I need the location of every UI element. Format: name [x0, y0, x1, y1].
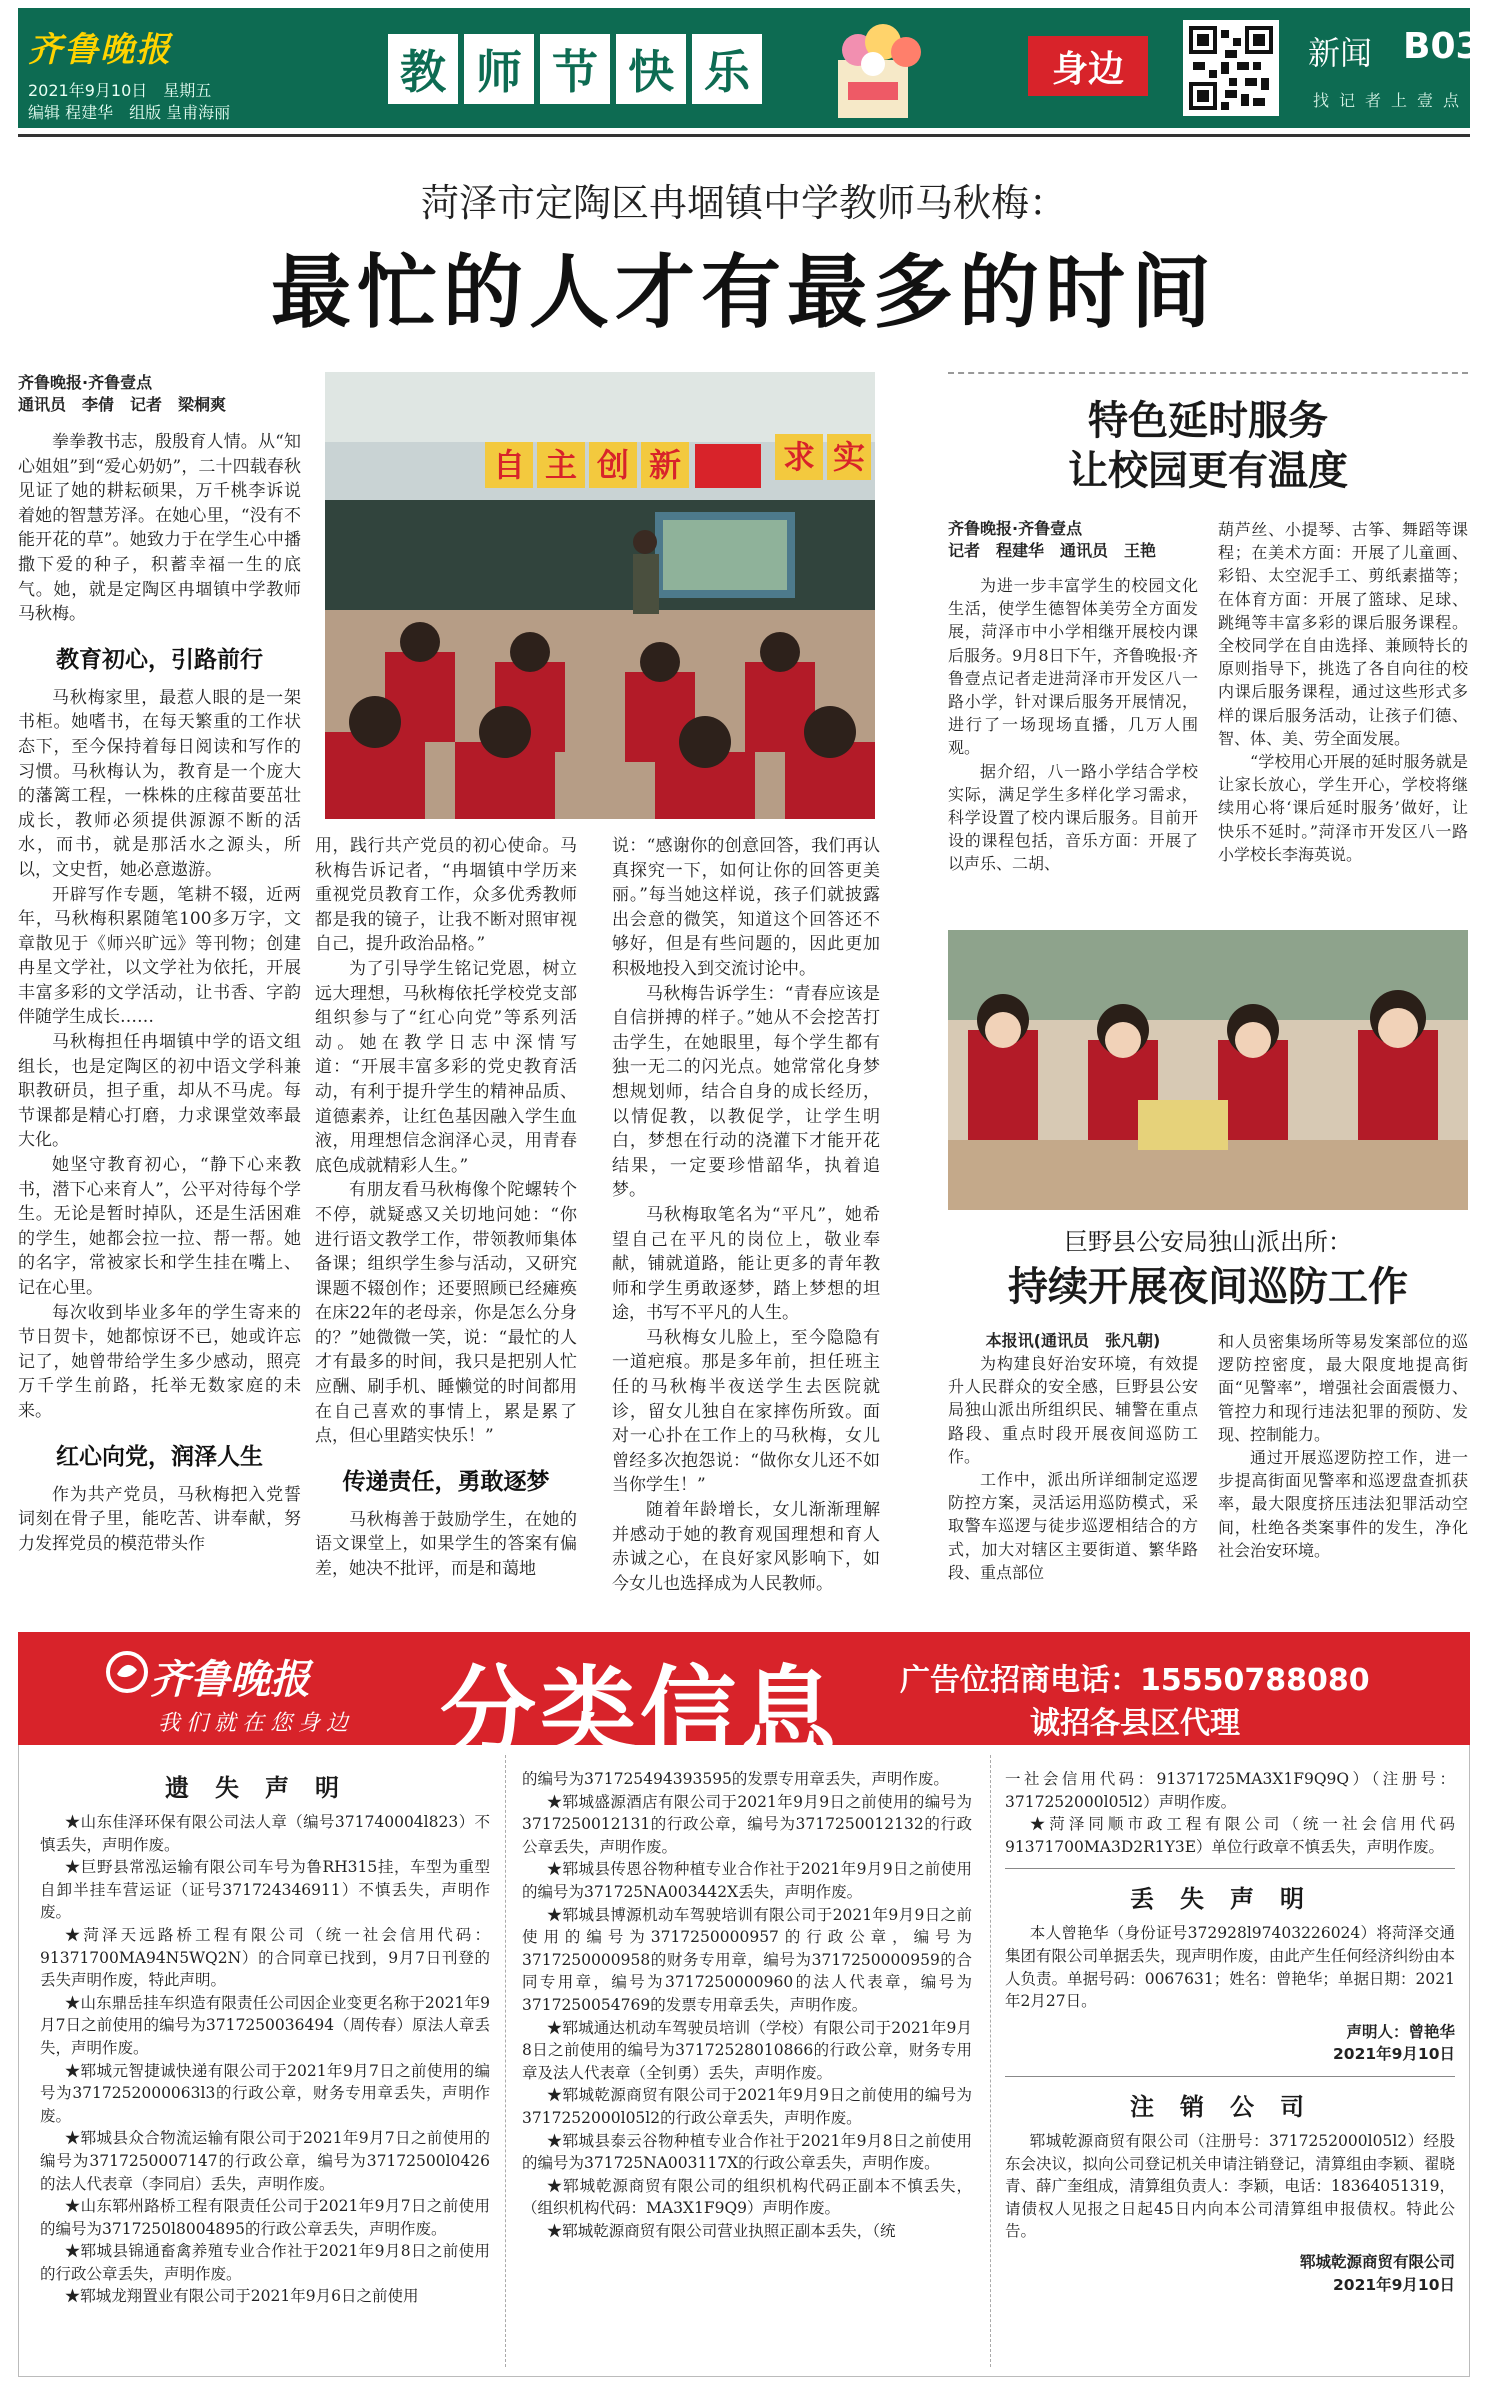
side-divider	[948, 372, 1468, 374]
notice-item: ★郓城盛源酒店有限公司于2021年9月9日之前使用的编号为3717250012131的行政公章，编号为3717250012132的行政公章丢失，声明作废。	[522, 1792, 972, 1856]
paragraph: 开辟写作专题，笔耕不辍，近两年，马秋梅积累随笔100多万字，文章散见于《师兴旷远》等刊物；创建冉星文学社，以文学社为依托，开展丰富多彩的文学活动，让书香、字韵伴随学生成长……	[18, 884, 301, 1028]
teachers-day-banner	[388, 26, 762, 112]
article-source: 齐鲁晚报·齐鲁壹点	[948, 519, 1083, 538]
notice-body: 本人曾艳华（身份证号372928l97403226024）将菏泽交通集团有限公司单据丢失，现声明作废，由此产生任何经济纠纷由本人负责。单据号码：0067631；姓名：曾艳华；单据日期：2021年2月27日。	[1005, 1924, 1455, 2011]
side-article-headline	[948, 396, 1468, 496]
paragraph: 马秋梅女儿脸上，至今隐隐有一道疤痕。那是多年前，担任班主任的马秋梅半夜送学生去医院就诊，留女儿独自在家摔伤所致。面对一心扑在工作上的马秋梅，女儿曾经多次抱怨说：“做你女儿还不如当你学生！”	[612, 1327, 880, 1496]
paragraph: 和人员密集场所等易发案部位的巡逻防控密度，最大限度地提高街面“见警率”，增强社会面震慑力、管控力和现行违法犯罪的预防、发现、控制能力。	[1218, 1332, 1468, 1444]
paragraph: 她坚守教育初心，“静下心来教书，潜下心来育人”，公平对待每个学生。无论是暂时掉队，还是生活困难的学生，她都会拉一拉、帮一帮。她的名字，常被家长和学生挂在嘴上、记在心里。	[18, 1155, 301, 1298]
paragraph: 为构建良好治安环境，有效提升人民群众的安全感，巨野县公安局独山派出所组织民、辅警在重点路段、重点时段开展夜间巡防工作。	[948, 1354, 1198, 1466]
notice-item: ★郓城乾源商贸有限公司营业执照正副本丢失，（统	[546, 2221, 896, 2240]
section-subhead: 传递责任，勇敢逐梦	[342, 1468, 550, 1495]
students-photo	[948, 930, 1468, 1210]
paragraph: 为进一步丰富学生的校园文化生活，使学生德智体美劳全方面发展，菏泽市中小学相继开展校内课后服务。9月8日下午，齐鲁晚报·齐鲁壹点记者走进菏泽市开发区八一路小学，针对课后服务开展情况，进行了一场现场直播，几万人围观。	[948, 576, 1198, 758]
paragraph: 作为共产党员，马秋梅把入党誓词刻在骨子里，能吃苦、讲奉献，努力发挥党员的模范带头作	[18, 1484, 301, 1554]
notice-item: ★郓城县锦通畜禽养殖专业合作社于2021年9月8日之前使用的行政公章丢失，声明作废。	[40, 2242, 490, 2283]
classified-column-1	[40, 1768, 490, 2308]
article-source: 齐鲁晚报·齐鲁壹点	[18, 373, 153, 392]
notice-item: ★郓城乾源商贸有限公司于2021年9月9日之前使用的编号为3717252000l05l2的行政公章丢失，声明作废。	[522, 2086, 972, 2127]
notice-item: ★郓城县泰云谷物种植专业合作社于2021年9月8日之前使用的编号为371725NA003117X的行政公章丢失，声明作废。	[522, 2131, 972, 2173]
column-divider	[990, 1755, 991, 2367]
ad-recruit: 诚招各县区代理	[1030, 1706, 1240, 1741]
notice-item: ★山东鼎岳挂车织造有限责任公司因企业变更名称于2021年9月7日之前使用的编号为3717250036494（周传春）原法人章丢失，声明作废。	[40, 1993, 490, 2057]
page-number: B03	[1403, 26, 1481, 67]
classified-motto: 我们就在您身边	[158, 1711, 355, 1736]
article-kicker: 菏泽市定陶区冉堌镇中学教师马秋梅：	[420, 181, 1067, 225]
festival-char: 乐	[692, 34, 762, 104]
section-subhead: 教育初心，引路前行	[56, 646, 263, 673]
lost-statement-heading: 丢失声明	[1130, 1885, 1330, 1914]
article-reporters: 通讯员 李倩 记者 梁桐爽	[18, 395, 227, 414]
lost-notice-heading: 遗失声明	[165, 1774, 365, 1802]
paragraph: 为了引导学生铭记党恩，树立远大理想，马秋梅依托学校党支部组织参与了“红心向党”等系列活动。她在教学日志中深情写道：“开展丰富多彩的党史教育活动，有利于提升学生的精神品质、道德素养，让红色基因融入学生血液，用理想信念润泽心灵，用青春底色成就精彩人生。”	[315, 958, 577, 1176]
paragraph: 有朋友看马秋梅像个陀螺转个不停，就疑惑又关切地问她：“你进行语文教学工作，带领教师集体备课；组织学生参与活动，又研究课题不辍创作；还要照顾已经瘫痪在床22年的老母亲，你是怎么分身的？”她微微一笑，说：“最忙的人才有最多的时间，我只是把别人忙应酬、刷手机、睡懒觉的时间都用在自己喜欢的事情上，累是累了点，但心里踏实快乐！”	[315, 1180, 577, 1447]
notice-signer: 郓城乾源商贸有限公司	[1299, 2252, 1455, 2271]
notice-item: ★山东郓州路桥工程有限责任公司于2021年9月7日之前使用的编号为3717250l8004895的行政公章丢失，声明作废。	[40, 2197, 490, 2238]
notice-item: ★山东佳泽环保有限公司法人章（编号371740004l823）不慎丢失，声明作废。	[40, 1813, 490, 1854]
notice-item: ★菏泽同顺市政工程有限公司（统一社会信用代码91371700MA3D2R1Y3E）单位行政章不慎丢失，声明作废。	[1005, 1815, 1455, 1856]
photo-slogan-char: 新	[649, 446, 682, 484]
header-rule	[18, 134, 1470, 137]
notice-item: ★郓城乾源商贸有限公司的组织机构代码正副本不慎丢失，（组织机构代码：MA3X1F9Q9）声明作废。	[522, 2176, 972, 2218]
paragraph: 用，践行共产党员的初心使命。马秋梅告诉记者，“冉堌镇中学历来重视党员教育工作，众多优秀教师都是我的镜子，让我不断对照审视自己，提升政治品格。”	[315, 836, 577, 955]
photo-slogan-char: 求	[783, 438, 816, 476]
paragraph: “学校用心开展的延时服务就是让家长放心，学生开心，学校将继续用心将‘课后延时服务’做好，让快乐不延时。”菏泽市开发区八一路小学校长李海英说。	[1218, 752, 1468, 864]
notice-date: 2021年9月10日	[1333, 2275, 1455, 2294]
section-subhead: 红心向党，润泽人生	[56, 1443, 263, 1470]
column-divider	[505, 1755, 506, 2367]
notice-item: ★巨野县常泓运输有限公司车号为鲁RH315挂，车型为重型自卸半挂车营运证（证号371724346911）不慎丢失，声明作废。	[40, 1858, 490, 1922]
notice-item: 的编号为371725494393595的发票专用章丢失，声明作废。	[522, 1770, 949, 1788]
photo-slogan-char: 主	[545, 446, 578, 484]
paragraph: 通过开展巡逻防控工作，进一步提高街面见警率和巡逻盘查抓获率，最大限度挤压违法犯罪活动空间，杜绝各类案事件的发生，净化社会治安环境。	[1218, 1448, 1468, 1560]
paragraph: 说：“感谢你的创意回答，我们再认真探究一下，如何让你的回答更美丽。”每当她这样说，孩子们就披露出会意的微笑，知道这个回答还不够好，但是有些问题的，因此更加积极地投入到交流讨论中。	[612, 836, 880, 979]
notice-item: ★郓城通达机动车驾驶员培训（学校）有限公司于2021年9月8日之前使用的编号为37172528010866的行政公章，财务专用章及法人代表章（全钊勇）丢失，声明作废。	[522, 2018, 972, 2082]
paragraph: 马秋梅善于鼓励学生，在她的语文课堂上，如果学生的答案有偏差，她决不批评，而是和蔼地	[315, 1509, 577, 1580]
main-article-column-1	[18, 372, 301, 1556]
festival-char: 师	[464, 34, 534, 104]
classified-column-3	[1005, 1768, 1455, 2296]
festival-char: 教	[388, 34, 458, 104]
notice-date: 2021年9月10日	[1333, 2045, 1455, 2064]
paragraph: 每次收到毕业多年的学生寄来的节日贺卡，她都惊讶不已，她或许忘记了，她曾带给学生多少感动，照亮万千学生前路，托举无数家庭的未来。	[18, 1302, 301, 1421]
photo-slogan-char: 自	[493, 446, 526, 484]
classified-logo: 齐鲁晚报	[150, 1656, 310, 1703]
classified-column-2	[522, 1768, 972, 2242]
notice-item: 一社会信用代码：91371725MA3X1F9Q9Q）（注册号：3717252000l05l2）声明作废。	[1005, 1770, 1455, 1811]
notice-body: 郓城乾源商贸有限公司（注册号：3717252000l05l2）经股东会决议，拟向公司登记机关申请注销登记，清算组由李颖、翟晓青、薛广奎组成，清算组负责人：李颖，电话：18364051319，请债权人见报之日起45日内向本公司清算组申报债权。特此公告。	[1005, 2131, 1455, 2241]
ad-phone: 广告位招商电话：15550788080	[900, 1663, 1370, 1698]
side-article1-column-a	[948, 518, 1198, 876]
paragraph: 马秋梅取笔名为“平凡”，她希望自己在平凡的岗位上，敬业奉献，铺就道路，能让更多的青年教师和学生勇敢逐梦，踏上梦想的坦途，书写不平凡的人生。	[612, 1204, 880, 1324]
photo-slogan-char: 创	[597, 446, 630, 484]
paragraph: 葫芦丝、小提琴、古筝、舞蹈等课程；在美术方面：开展了儿童画、彩铅、太空泥手工、剪纸素描等；在体育方面：开展了篮球、足球、跳绳等丰富多彩的课后服务课程。全校同学在自由选择、兼顾特长的原则指导下，挑选了各自向往的校内课后服务课程，通过这些形式多样的课后服务活动，让孩子们德、智、体、美、劳全面发展。	[1218, 520, 1468, 748]
section-news: 新闻	[1308, 34, 1373, 72]
notice-divider	[1005, 1868, 1455, 1869]
classified-title: 分类信息	[440, 1656, 840, 1768]
main-article-column-3	[612, 834, 880, 1596]
paragraph: 据介绍，八一路小学结合学校实际，满足学生多样化学习需求，科学设置了校内课后服务。目前开设的课程包括，音乐方面：开展了以声乐、二胡、	[948, 761, 1198, 874]
section-label: 身边	[1028, 36, 1148, 96]
paragraph: 拳拳教书志，殷殷育人情。从“知心姐姐”到“爱心奶奶”，二十四载春秋见证了她的耕耘硕果，万千桃李诉说着她的智慧芳泽。在她心里，“没有不能开花的草”。她致力于在学生心中播撒下爱的种子，积蓄幸福一生的底气。她，就是定陶区冉堌镇中学教师马秋梅。	[18, 432, 301, 625]
festival-char: 快	[616, 34, 686, 104]
headline-line: 特色延时服务	[1088, 398, 1328, 444]
notice-signer: 声明人：曾艳华	[1346, 2022, 1455, 2041]
notice-divider	[1005, 2076, 1455, 2077]
side-article1-column-b	[1218, 518, 1468, 866]
article-headline: 最忙的人才有最多的时间	[271, 246, 1217, 339]
qr-code-icon[interactable]	[1183, 20, 1279, 116]
notice-item: ★郓城县博源机动车驾驶培训有限公司于2021年9月9日之前使用的编号为3717250000957的行政公章，编号为3717250000958的财务专用章，编号为3717250000959的合同专用章，编号为3717250000960的法人代表章，编号为3717250054769的发票专用章丢失，声明作废。	[522, 1905, 972, 2014]
photo-slogan-char: 实	[833, 438, 866, 476]
flower-bouquet-icon	[778, 20, 978, 120]
side-article2-column-a	[948, 1330, 1198, 1584]
notice-item: ★郓城元智捷诚快递有限公司于2021年9月7日之前使用的编号为3717252000063l3的行政公章，财务专用章丢失，声明作废。	[40, 2061, 490, 2125]
main-article-column-2	[315, 834, 577, 1582]
side-article2-column-b	[1218, 1330, 1468, 1562]
paragraph: 马秋梅家里，最惹人眼的是一架书柜。她嗜书，在每天繁重的工作状态下，至今保持着每日阅读和写作的习惯。马秋梅认为，教育是一个庞大的藩篱工程，一株株的庄稼苗要茁壮成长，教师必须提供源源不断的活水，而书，就是那活水之源头，所以，文史哲，她必意遨游。	[18, 687, 301, 880]
paragraph: 马秋梅告诉学生：“青春应该是自信拼搏的样子。”她从不会挖苦打击学生，在她眼里，每个学生都有独一无二的闪光点。她常常化身梦想规划师，结合自身的成长经历，以情促教，以教促学，让学生明白，梦想在行动的浇灌下才能开花结果，一定要珍惜韶华，执着追梦。	[612, 983, 880, 1201]
headline-line: 让校园更有温度	[1068, 448, 1348, 494]
editor-credits: 编辑 程建华 组版 皇甫海丽	[28, 103, 231, 122]
issue-date: 2021年9月10日 星期五	[28, 81, 212, 100]
side-article2-kicker: 巨野县公安局独山派出所：	[1064, 1228, 1352, 1256]
classroom-photo	[325, 372, 875, 819]
notice-item: ★郓城县传恩谷物种植专业合作社于2021年9月9日之前使用的编号为371725NA003442X丢失，声明作废。	[522, 1860, 972, 1901]
article-reporters: 记者 程建华 通讯员 王艳	[948, 541, 1157, 560]
paragraph: 工作中，派出所详细制定巡逻防控方案，灵活运用巡防模式，采取警车巡逻与徒步巡逻相结合的方式，加大对辖区主要街道、繁华路段、重点部位	[948, 1470, 1198, 1582]
masthead-slogan: 找记者上壹点	[1313, 91, 1470, 110]
cancellation-heading: 注销公司	[1130, 2092, 1330, 2121]
notice-item: ★郓城龙翔置业有限公司于2021年9月6日之前使用	[64, 2287, 419, 2306]
paragraph: 随着年龄增长，女儿渐渐理解并感动于她的教育观国理想和育人赤诚之心，在良好家风影响下，如今女儿也选择成为人民教师。	[612, 1500, 880, 1594]
notice-item: ★菏泽天远路桥工程有限公司（统一社会信用代码：91371700MA94N5WQ2N）的合同章已找到，9月7日刊登的丢失声明作废，特此声明。	[40, 1925, 490, 1990]
festival-char: 节	[540, 34, 610, 104]
paragraph: 马秋梅担任冉堌镇中学的语文组组长，也是定陶区的初中语文学科兼职教研员，担子重，却从不马虎。每节课都是精心打磨，力求课堂效率最大化。	[18, 1032, 301, 1151]
logo-swirl-icon	[105, 1650, 149, 1694]
notice-item: ★郓城县众合物流运输有限公司于2021年9月7日之前使用的编号为3717250007147的行政公章，编号为37172500l0426的法人代表章（李同启）丢失，声明作废。	[40, 2129, 490, 2193]
newspaper-logo: 齐鲁晚报	[28, 30, 172, 70]
article-reporter: 本报讯(通讯员 张凡朝)	[985, 1331, 1161, 1350]
side-article2-headline: 持续开展夜间巡防工作	[1008, 1264, 1408, 1310]
masthead	[18, 8, 1481, 128]
